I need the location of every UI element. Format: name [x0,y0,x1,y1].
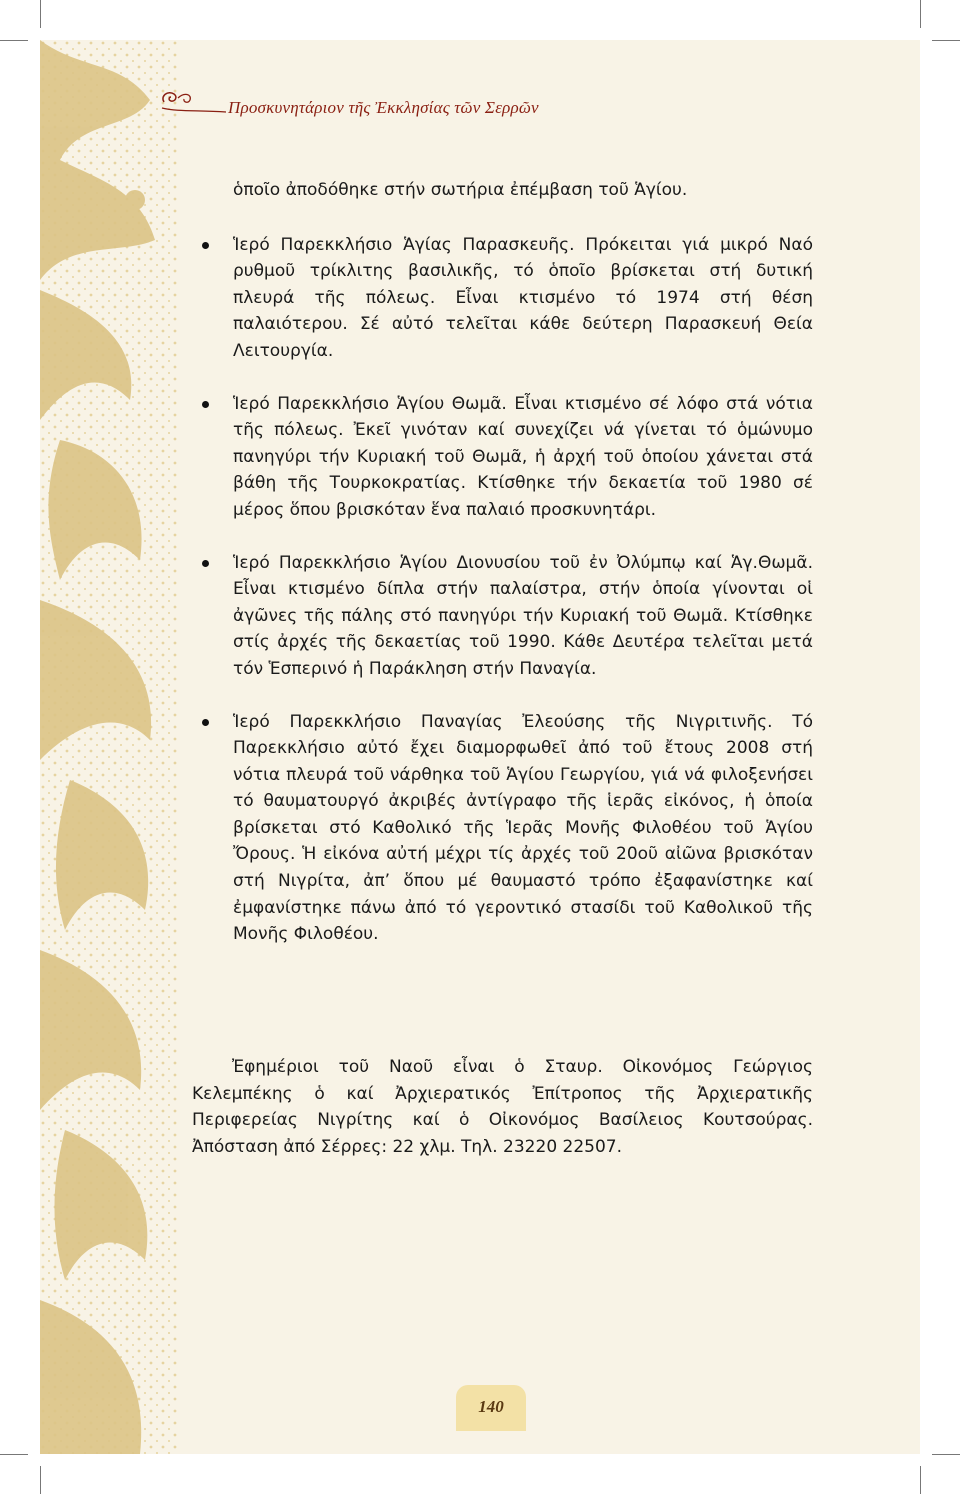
page-number: 140 [478,1397,504,1416]
crop-mark [920,1466,921,1494]
swirl-ornament-icon [158,88,228,114]
bullet-icon [202,719,209,726]
page [40,40,920,1454]
bullet-icon [202,242,209,249]
crop-mark [40,0,41,28]
list-item [233,550,813,683]
crop-mark [0,1454,28,1455]
list-item-text: Ἱερό Παρεκκλήσιο Ἁγίου Διονυσίου τοῦ ἐν Ὀλύμπῳ καί Ἁγ.Θωμᾶ. Εἶναι κτισμένο δίπλα στήν παλαίστρα, στήν ὁποία γίνονται οἱ ἀγῶνες τῆς πάλης στό πανηγύρι τήν Κυριακή τοῦ Θωμᾶ. Κτίσθηκε στίς ἀρχές τῆς δεκαετίας τοῦ 1990. Κάθε Δευτέρα τελεῖται μετά τόν Ἑσπερινό ἡ Παράκληση στήν Παναγία. [233,552,813,679]
crop-mark [932,1454,960,1455]
crop-mark [920,0,921,28]
running-header [158,88,758,128]
list-item-text: Ἱερό Παρεκκλήσιο Ἁγίου Θωμᾶ. Εἶναι κτισμένο σέ λόφο στά νότια τῆς πόλεως. Ἐκεῖ γινόταν καί συνεχίζει νά γίνεται τό ὁμώνυμο πανηγύρι τήν Κυριακή τοῦ Θωμᾶ, ἡ ἀρχή τοῦ ὁποίου χάνεται στά βάθη τῆς Τουρκοκρατίας. Κτίσθηκε τήν δεκαετία τοῦ 1980 σέ μέρος ὅπου βρισκόταν ἕνα παλαιό προσκυνητάρι. [233,393,813,520]
list-item [233,709,813,948]
crop-mark [932,40,960,41]
bullet-icon [202,401,209,408]
bullet-icon [202,560,209,567]
crop-mark [0,40,28,41]
crop-mark [40,1466,41,1494]
continuation-paragraph: ὁποῖο ἀποδόθηκε στήν σωτήρια ἐπέμβαση τοῦ Ἁγίου. [233,180,688,200]
main-text [233,177,813,948]
closing-paragraph: Ἐφημέριοι τοῦ Ναοῦ εἶναι ὁ Σταυρ. Οἰκονόμος Γεώργιος Κελεμπέκης ὁ καί Ἀρχιερατικός Ἐπίτροπος τῆς Ἀρχιερατικῆς Περιφερείας Νιγρίτης καί ὁ Οἰκονόμος Βασίλειος Κουτσούρας. Ἀπόσταση ἀπό Σέρρες: 22 χλμ. Τηλ. 23220 22507. [192,1057,813,1157]
list-item-text: Ἱερό Παρεκκλήσιο Ἁγίας Παρασκευῆς. Πρόκειται γιά μικρό Ναό ρυθμοῦ τρίκλιτης βασιλικῆς, τό ὁποῖο βρίσκεται στή δυτική πλευρά τῆς πόλεως. Εἶναι κτισμένο τό 1974 στή θέση παλαιότερου. Σέ αὐτό τελεῖται κάθε δεύτερη Παρασκευή Θεία Λειτουργία. [233,234,813,361]
header-title: Προσκυνητάριον τῆς Ἐκκλησίας τῶν Σερρῶν [228,98,539,117]
page-number-badge [456,1385,526,1431]
list-item [233,391,813,524]
list-item [233,232,813,365]
list-item-text: Ἱερό Παρεκκλήσιο Παναγίας Ἐλεούσης τῆς Νιγριτινῆς. Τό Παρεκκλήσιο αὐτό ἔχει διαμορφωθεῖ ἀπό τοῦ ἔτους 2008 στή νότια πλευρά τοῦ νάρθηκα τοῦ Ἁγίου Γεωργίου, γιά νά φιλοξενήσει τό θαυματουργό ἀκριβές ἀντίγραφο τῆς ἱερᾶς εἰκόνος, ἡ ὁποία βρίσκεται στό Καθολικό τῆς Ἱερᾶς Μονῆς Φιλοθέου τοῦ Ἁγίου Ὄρους. Ἡ εἰκόνα αὐτή μέχρι τίς ἀρχές τοῦ 20οῦ αἰῶνα βρισκόταν στή Νιγρίτα, ἀπ’ ὅπου μέ θαυμαστό τρόπο ἐξαφανίστηκε καί ἐμφανίστηκε πάνω ἀπό τό γεροντικό στασίδι τοῦ Καθολικοῦ τῆς Μονῆς Φιλοθέου. [233,711,813,945]
floral-border-ornament [40,40,195,1454]
